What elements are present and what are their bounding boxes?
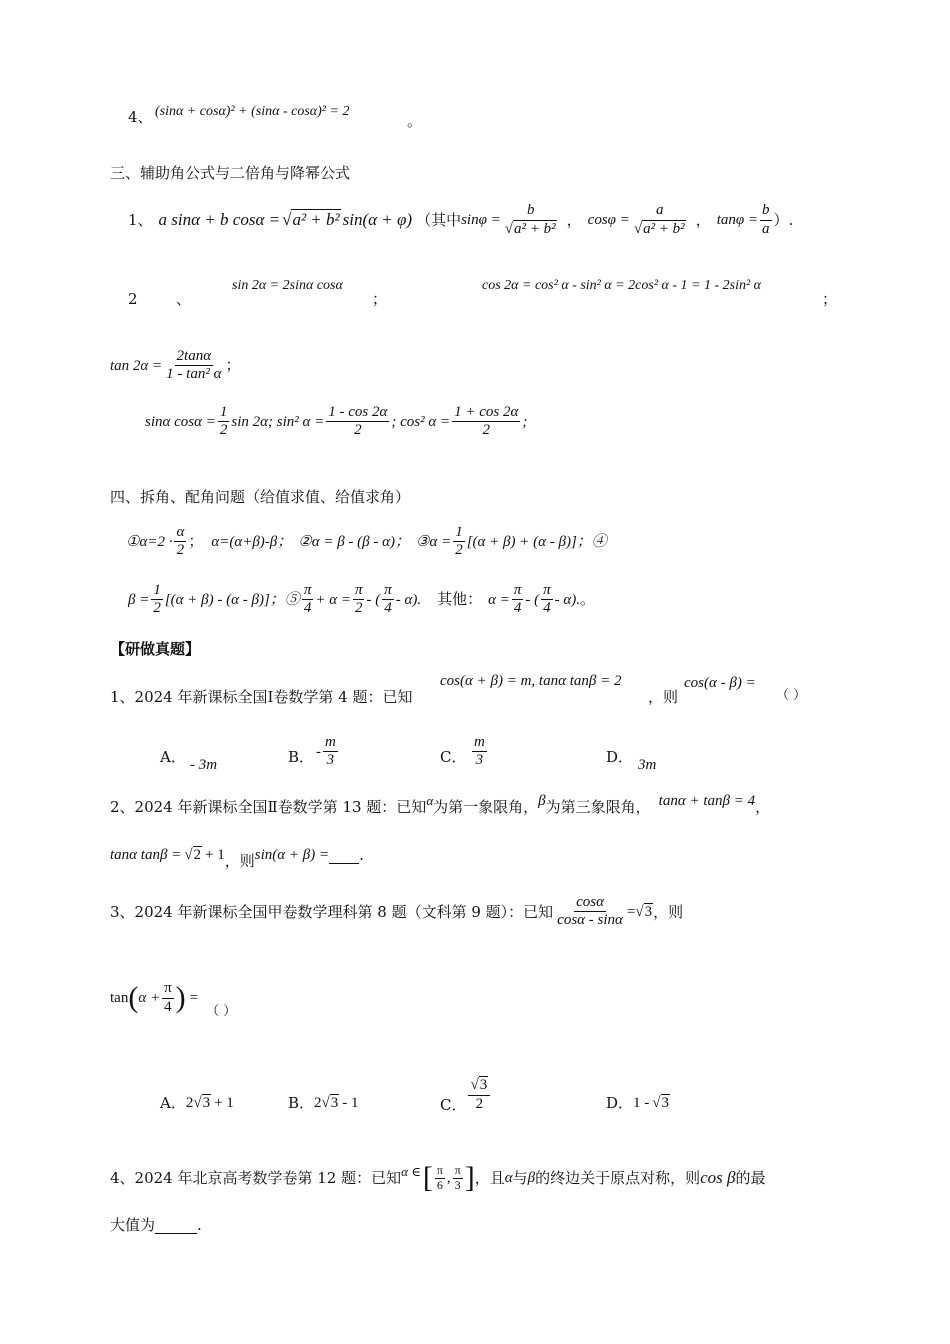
identity-line: [128, 108, 153, 126]
sin-double-angle: sin 2α = 2sinα cosα: [232, 278, 343, 293]
fraction: $\frac{1}{2}$: [219, 404, 228, 439]
fraction: $\frac{a}{\text{√a² + b²}}$: [633, 202, 685, 237]
identity-formula: (sinα + cosα)² + (sinα - cosα)² = 2: [155, 104, 350, 119]
fraction: $\frac{\pi}{4}$: [513, 582, 522, 617]
q3-option-b[interactable]: B． 2 √3 - 1: [288, 1094, 359, 1112]
fraction: $\frac{\pi}{4}$: [543, 582, 551, 617]
fraction: $\frac{1}{2}$: [455, 524, 463, 559]
fraction: $\frac{b}{\text{√a² + b²}}$: [504, 202, 556, 237]
question-4-line-1: 4、2024 年北京高考数学卷第 12 题：已知 α ∈ [ $\frac{\pi}{6}$ , $\frac{\pi}{3}$ ] ，且 α 与 β 的终边关于原点对称，则 cos β 的最: [110, 1161, 766, 1194]
question-2-line-1: 2、2024 年新课标全国Ⅱ卷数学第 13 题：已知 α 为第一象限角， β 为第三象限角， tanα + tanβ = 4 ，: [110, 793, 771, 816]
fraction: $\frac{\pi}{4}$: [384, 582, 392, 617]
q1-option-b[interactable]: B．: [288, 748, 315, 766]
fraction: $\frac{1}{2}$: [153, 582, 161, 617]
semicolon: ；: [822, 290, 838, 308]
q1-option-d[interactable]: D．: [606, 748, 634, 766]
q1-option-a[interactable]: A．: [160, 748, 186, 766]
fraction: $\frac{\pi}{3}$: [454, 1162, 461, 1192]
question-4-line-2: 大值为 .: [110, 1216, 202, 1234]
q1-option-d-value: 3m: [638, 757, 657, 773]
q1-option-c-value: [470, 734, 489, 770]
fraction: $\frac{\pi}{2}$: [354, 582, 363, 617]
q3-option-c[interactable]: C． $\frac{√3}{2}$: [440, 1070, 492, 1120]
question-1-then: ，则: [648, 688, 679, 706]
answer-parentheses: （ ）: [776, 688, 807, 703]
fraction: $\frac{\pi}{4}$: [303, 582, 312, 617]
question-2-line-2: tanα tanβ = √2 + 1 ，则 sin(α + β) = .: [110, 846, 364, 870]
question-1-condition: cos(α + β) = m, tanα tanβ = 2: [440, 673, 622, 689]
question-1-ask: cos(α - β) =: [684, 675, 756, 691]
fraction: $\frac{1 + \cos 2\alpha}{2}$: [454, 404, 519, 439]
practice-heading: 【研做真题】: [110, 640, 201, 658]
fraction: $\frac{\cos\alpha}{\cos\alpha - \sin\alpha}$: [557, 894, 623, 929]
fraction: $\frac{m}{3}$: [474, 734, 485, 769]
double-angle-number: 2: [128, 290, 138, 308]
section-title-4: 四、拆角、配角问题（给值求值、给值求角）: [110, 488, 411, 506]
question-3-line-2: tan ( α + $\frac{\pi}{4}$ ) = （ ）: [110, 980, 237, 1020]
fraction: $\frac{b}{a}$: [762, 202, 770, 237]
q3-option-d[interactable]: D． 1 - √3: [606, 1094, 670, 1112]
fraction: $\frac{m}{3}$: [325, 734, 336, 769]
aux-angle-line: 1、 a sinα + b cosα = √a² + b² sin(α + φ) （其中 sinφ = $\frac{b}{\text{√a² + b²}}$ ， cosφ = $\frac{a}{\text{√a² + b²}}$ ， tanφ = $\frac{b}{a}$ ）.: [128, 202, 794, 237]
fraction: $\frac{\pi}{4}$: [164, 980, 172, 1015]
q1-option-c[interactable]: C．: [440, 748, 467, 766]
item-number: 4、: [128, 108, 153, 126]
q3-option-a[interactable]: A． 2 √3 + 1: [160, 1094, 234, 1112]
cos-double-angle: cos 2α = cos² α - sin² α = 2cos² α - 1 = 1 - 2sin² α: [482, 278, 762, 293]
sqrt-radical: √a² + b²: [282, 209, 340, 229]
q1-option-a-value: - 3m: [190, 757, 218, 773]
angle-split-line-2: β = $\frac{1}{2}$ [(α + β) - (α - β)]；⑤ $\frac{\pi}{4}$ + α = $\frac{\pi}{2}$ - ( $\frac{\pi}{4}$ - α). 其他： α = $\frac{\pi}{4}$ - ( $\frac{\pi}{4}$ - α). 。: [128, 582, 596, 617]
identity-end: 。: [407, 112, 423, 130]
angle-split-line-1: ①α=2 · $\frac{\alpha}{2}$ ； α=(α+β)-β； ②α = β - (β - α)； ③α = $\frac{1}{2}$ [(α + β) + (α - β)]；④: [126, 524, 607, 559]
answer-blank[interactable]: [155, 1217, 197, 1234]
question-3-line-1: 3、2024 年新课标全国甲卷数学理科第 8 题（文科第 9 题）：已知 $\frac{\cos\alpha}{\cos\alpha - \sin\alpha}$ = √3 ，则: [110, 894, 684, 929]
question-1-text: 1、2024 年新课标全国Ⅰ卷数学第 4 题：已知: [110, 688, 413, 706]
fraction: $\frac{\alpha}{2}$: [176, 524, 185, 559]
answer-blank[interactable]: [329, 847, 359, 864]
fraction: $\frac{2\tan\alpha}{\text{1 - tan² α}}$: [166, 348, 222, 383]
fraction: $\frac{√3}{2}$: [468, 1077, 490, 1113]
fraction: $\frac{1 - \cos 2\alpha}{2}$: [328, 404, 388, 439]
section-title-3: 三、辅助角公式与二倍角与降幂公式: [110, 164, 351, 182]
double-angle-sep: 、: [176, 290, 192, 308]
power-reduction-line: sinα cosα = $\frac{1}{2}$ sin 2α; sin² α = $\frac{1 - \cos 2\alpha}{2}$ ; cos² α = $\frac{1 + \cos 2\alpha}{2}$ ;: [145, 404, 528, 439]
fraction: $\frac{\pi}{6}$: [436, 1162, 443, 1192]
semicolon: ；: [372, 290, 388, 308]
tan-double-angle: tan 2α = $\frac{2\tan\alpha}{\text{1 - tan² α}}$ ；: [110, 348, 241, 383]
q1-option-b-value: - $\frac{m}{3}$: [316, 734, 336, 769]
